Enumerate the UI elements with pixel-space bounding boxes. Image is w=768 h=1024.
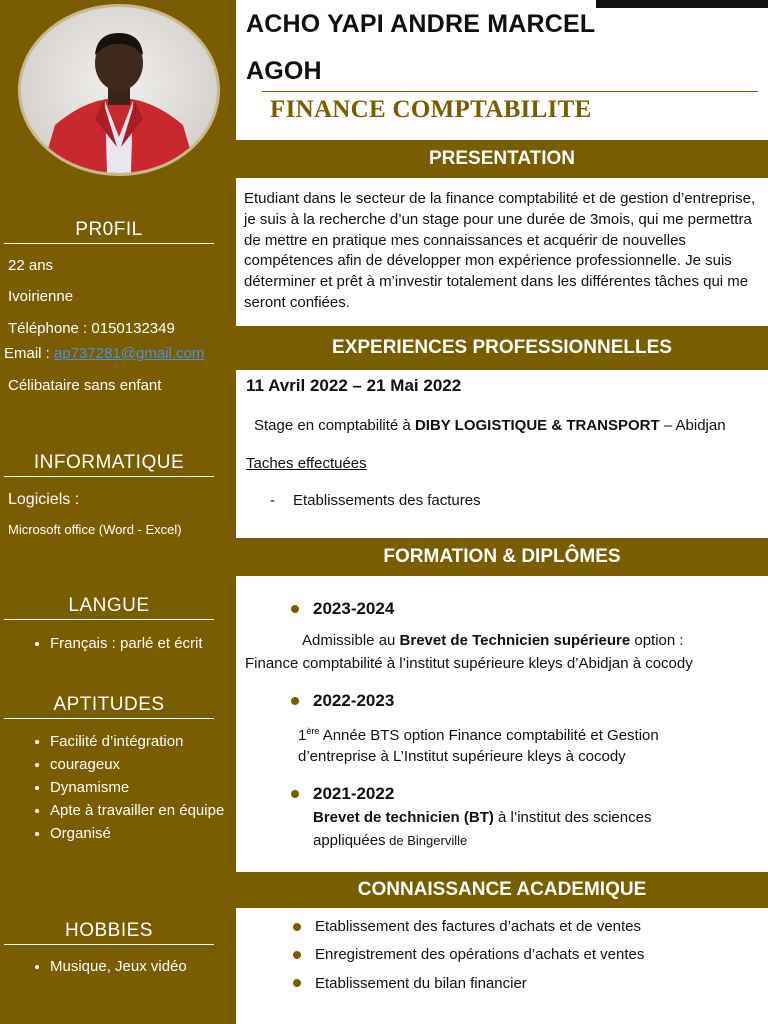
formation-3-line-2 (313, 832, 467, 849)
hobbies-list (28, 955, 240, 978)
formation-title: FORMATION & DIPLÔMES (236, 540, 768, 574)
formation-panel (236, 576, 768, 872)
bullet-dot (291, 790, 299, 798)
job-title: FINANCE COMPTABILITE (270, 96, 592, 123)
formation-1-diploma: Brevet de Technicien supérieure (399, 632, 631, 649)
task-dash: - (270, 492, 275, 509)
formation-2-num: 1 (298, 727, 307, 744)
list-item: • Apte à travailler en équipe (50, 799, 240, 822)
formation-year-2: 2022-2023 (313, 691, 395, 710)
name-line-1: ACHO YAPI ANDRE MARCEL (246, 10, 596, 38)
stage-suffix: – Abidjan (659, 417, 726, 434)
bullet-dot (291, 605, 299, 613)
informatique-label: Logiciels : (8, 491, 80, 508)
stage-prefix: Stage en comptabilité à (254, 417, 415, 434)
langue-list (28, 632, 240, 655)
formation-2-rest: Année BTS option Finance comptabilité et Gestion (319, 727, 659, 744)
profil-email (4, 345, 204, 362)
email-label: Email : (4, 345, 55, 362)
tasks-label: Taches effectuées (246, 455, 367, 472)
langue-title: LANGUE (4, 595, 214, 617)
connaissance-title: CONNAISSANCE ACADEMIQUE (236, 874, 768, 906)
informatique-value: Microsoft office (Word - Excel) (8, 522, 182, 537)
bullet-dot (291, 697, 299, 705)
formation-3-line-1 (313, 809, 651, 826)
formation-2-line-2: d’entreprise à L’Institut supérieure kleys à cocody (298, 748, 626, 765)
stage-company: DIBY LOGISTIQUE & TRANSPORT (414, 417, 660, 434)
name-line-2: AGOH (246, 57, 322, 85)
formation-1-suffix: option : (630, 632, 684, 649)
task-item: Etablissements des factures (293, 492, 481, 509)
formation-3-rest: à l’institut des sciences (493, 809, 652, 826)
header-divider (262, 91, 758, 92)
profil-status: Célibataire sans enfant (8, 377, 162, 394)
formation-3-diploma: Brevet de technicien (BT) (313, 809, 494, 826)
presentation-text: Etudiant dans le secteur de la finance comptabilité et de gestion d’entreprise, je suis à la recherche d’un stage pour une durée de 3mois, qui me permettra de mettre en pratique mes connaissances et acquérir de nouvelles compétences afin de développer mon expérience professionnelle. Je suis déterminer et prêt à m’investir totalement dans les différentes tâches qui me seront confiées. (244, 190, 756, 311)
formation-3-place: appliquées (313, 832, 386, 849)
connaissance-item-2: Enregistrement des opérations d’achats et ventes (315, 946, 645, 963)
formation-2-line-1 (298, 726, 659, 744)
presentation-title: PRESENTATION (236, 142, 768, 176)
formation-year-1: 2023-2024 (313, 599, 395, 618)
connaissance-item-1: Etablissement des factures d’achats et de ventes (315, 918, 642, 935)
header-corner-bar (596, 0, 768, 8)
profil-phone: Téléphone : 0150132349 (8, 320, 175, 337)
list-item: • Musique, Jeux vidéo (50, 955, 240, 978)
bullet-dot (293, 951, 301, 959)
formation-3-city: de Bingerville (385, 833, 468, 848)
aptitudes-list (28, 730, 240, 845)
experience-period: 11 Avril 2022 – 21 Mai 2022 (246, 376, 462, 395)
formation-1-line-2: Finance comptabilité à l’institut supérieure kleys d’Abidjan à cocody (245, 655, 693, 672)
email-link[interactable]: ap737281@gmail.com (54, 345, 205, 362)
sidebar (0, 0, 236, 1024)
list-item: • Facilité d’intégration (50, 730, 240, 753)
profile-photo (18, 4, 220, 176)
list-item: • Français : parlé et écrit (50, 632, 240, 655)
aptitudes-title: APTITUDES (4, 694, 214, 716)
experiences-title: EXPERIENCES PROFESSIONNELLES (236, 328, 768, 368)
bullet-dot (293, 923, 301, 931)
hobbies-title: HOBBIES (4, 920, 214, 942)
experience-stage (254, 417, 726, 434)
formation-1-prefix: Admissible au (302, 632, 400, 649)
profil-title: PR0FIL (4, 219, 214, 241)
formation-1-line-1 (302, 632, 684, 649)
bullet-dot (293, 979, 301, 987)
profil-age: 22 ans (8, 257, 54, 274)
list-item: • courageux (50, 753, 240, 776)
formation-2-sup: ère (306, 726, 320, 736)
informatique-title: INFORMATIQUE (4, 452, 214, 474)
list-item: • Dynamisme (50, 776, 240, 799)
profil-nationality: Ivoirienne (8, 288, 74, 305)
formation-year-3: 2021-2022 (313, 784, 395, 803)
connaissance-item-3: Etablissement du bilan financier (315, 975, 527, 992)
list-item: • Organisé (50, 822, 240, 845)
